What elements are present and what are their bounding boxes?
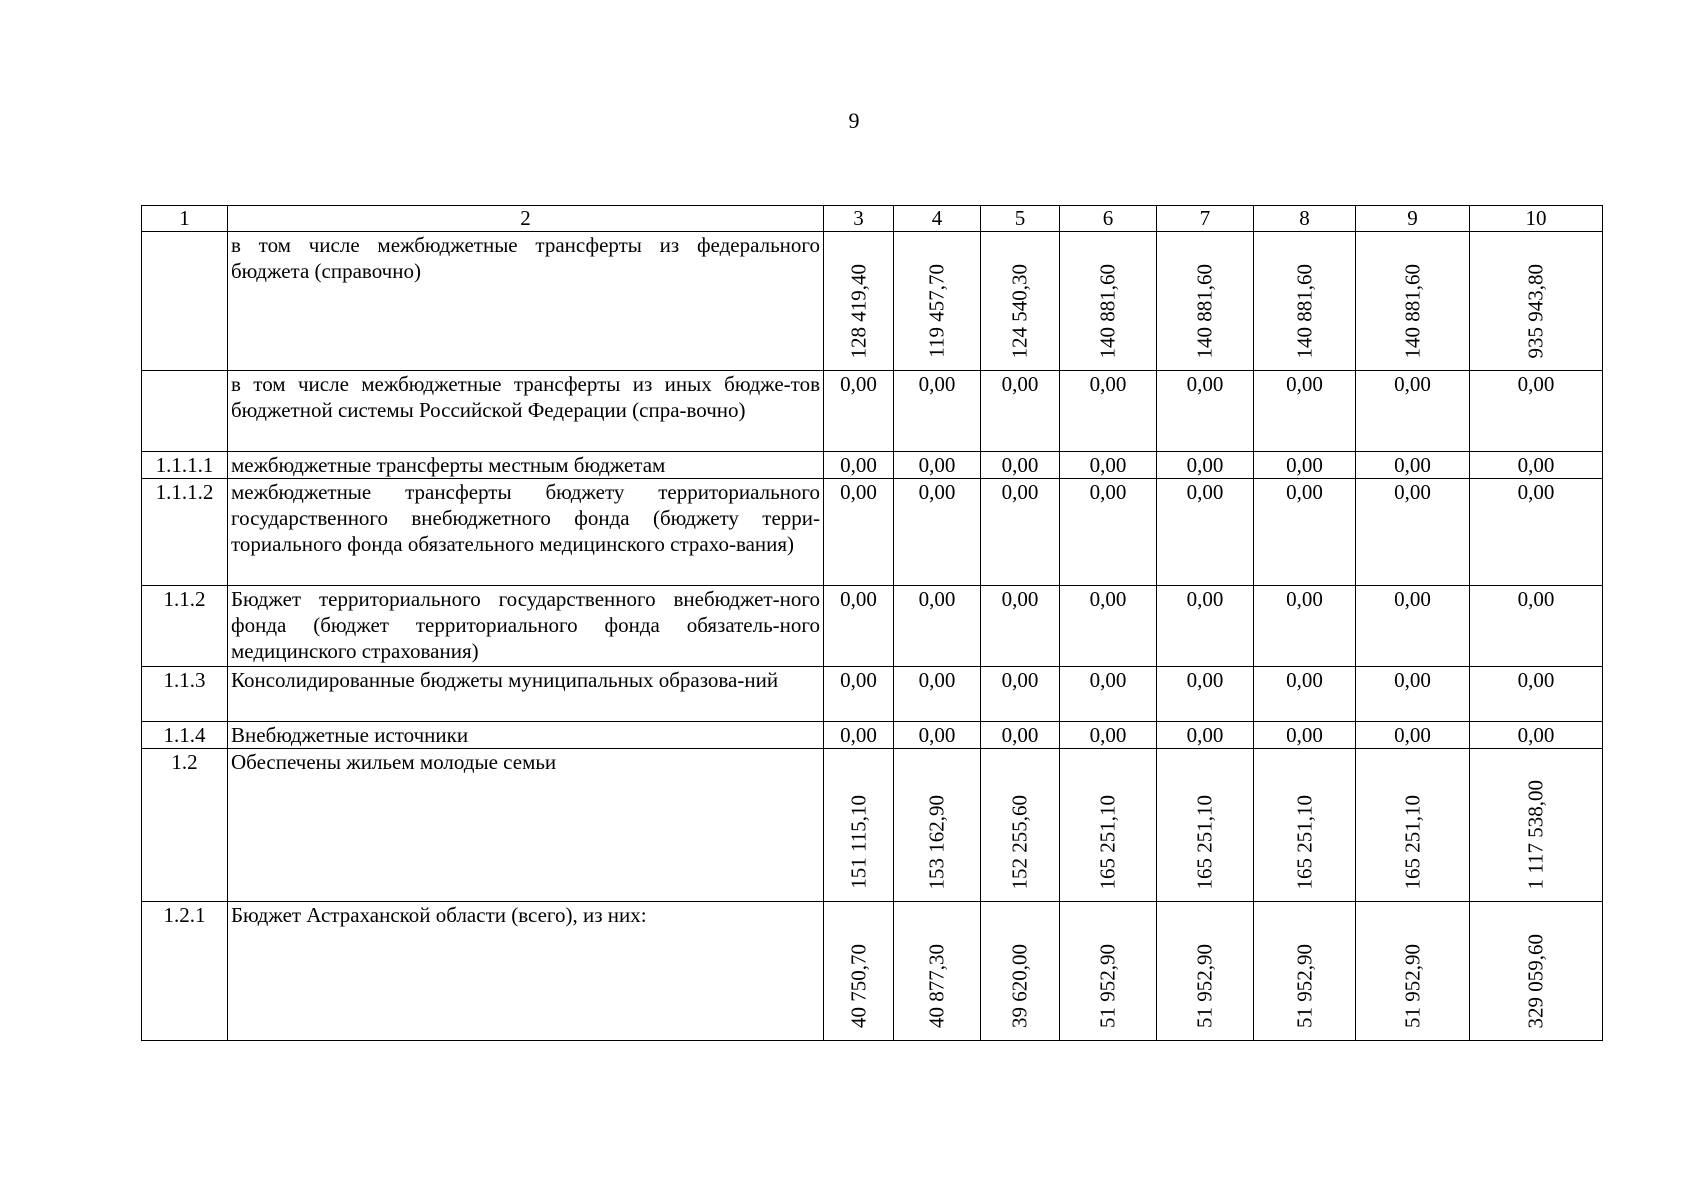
cell-value: 140 881,60 [1400,263,1424,358]
cell-value: 0,00 [1356,667,1470,722]
column-header: 5 [981,206,1060,232]
cell-value: 40 877,30 [924,944,949,1028]
cell-value: 0,00 [1060,586,1157,667]
row-name: Бюджет Астраханской области (всего), из них: [228,902,824,1041]
cell-value: 165 251,10 [1400,794,1424,889]
table-header-row [142,206,1603,232]
value-cell [1254,749,1356,902]
value-cell [894,232,981,371]
cell-value: 0,00 [981,452,1060,479]
cell-value: 0,00 [1470,667,1603,722]
cell-value: 0,00 [1254,667,1356,722]
value-cell [894,902,981,1041]
value-cell [981,232,1060,371]
table-row [142,452,1603,479]
row-name: межбюджетные трансферты местным бюджетам [228,452,824,479]
cell-value: 119 457,70 [924,264,949,358]
table-row [142,232,1603,371]
cell-value: 165 251,10 [1095,794,1120,889]
cell-value: 0,00 [1356,371,1470,452]
cell-value: 0,00 [1356,479,1470,586]
cell-value: 0,00 [824,667,894,722]
cell-value: 0,00 [894,452,981,479]
value-cell [824,902,894,1041]
table-row [142,479,1603,586]
row-name: Обеспечены жильем молодые семьи [228,749,824,902]
value-cell [1356,749,1470,902]
cell-value: 0,00 [1254,371,1356,452]
row-code [142,371,228,452]
row-code: 1.1.4 [142,722,228,749]
cell-value: 0,00 [894,667,981,722]
table-row [142,902,1603,1041]
value-cell [1157,902,1254,1041]
page-number: 9 [848,108,860,133]
row-code: 1.1.1.1 [142,452,228,479]
row-name: Внебюджетные источники [228,722,824,749]
column-header: 9 [1356,206,1470,232]
value-cell [1254,902,1356,1041]
cell-value: 0,00 [894,371,981,452]
value-cell [981,902,1060,1041]
cell-value: 153 162,90 [924,794,949,889]
column-header: 6 [1060,206,1157,232]
value-cell [1060,232,1157,371]
value-cell [1157,749,1254,902]
cell-value: 0,00 [1157,586,1254,667]
cell-value: 51 952,90 [1095,944,1120,1028]
table-row [142,722,1603,749]
cell-value: 51 952,90 [1192,944,1217,1028]
cell-value: 935 943,80 [1523,263,1548,358]
row-code: 1.1.2 [142,586,228,667]
cell-value: 0,00 [894,722,981,749]
cell-value: 0,00 [1060,452,1157,479]
cell-value: 0,00 [1356,452,1470,479]
cell-value: 0,00 [824,452,894,479]
cell-value: 0,00 [1356,722,1470,749]
value-cell [1356,902,1470,1041]
value-cell [1254,232,1356,371]
cell-value: 0,00 [981,586,1060,667]
cell-value: 0,00 [981,479,1060,586]
row-name: Бюджет территориального государственного внебюджет-ного фонда (бюджет территориального фонда обязатель-ного медицинского страхования) [228,586,824,667]
cell-value: 0,00 [1470,586,1603,667]
value-cell [1157,232,1254,371]
row-name: Консолидированные бюджеты муниципальных образова-ний [228,667,824,722]
cell-value: 128 419,40 [846,263,870,358]
column-header: 3 [824,206,894,232]
row-name: межбюджетные трансферты бюджету территориального государственного внебюджетного фонда (бюджету терри-ториального фонда обязательного медицинского страхо-вания) [228,479,824,586]
value-cell [894,749,981,902]
table-row [142,667,1603,722]
cell-value: 0,00 [1157,479,1254,586]
cell-value: 0,00 [894,586,981,667]
cell-value: 124 540,30 [1007,263,1032,358]
column-header: 1 [142,206,228,232]
value-cell [981,749,1060,902]
cell-value: 0,00 [1157,452,1254,479]
cell-value: 0,00 [824,479,894,586]
cell-value: 0,00 [1254,722,1356,749]
value-cell [1470,232,1603,371]
cell-value: 0,00 [981,371,1060,452]
value-cell [1060,902,1157,1041]
cell-value: 0,00 [824,722,894,749]
row-name: в том числе межбюджетные трансферты из иных бюдже-тов бюджетной системы Российской Федерации (спра-вочно) [228,371,824,452]
cell-value: 0,00 [1254,586,1356,667]
cell-value: 0,00 [1157,667,1254,722]
table-row [142,586,1603,667]
cell-value: 0,00 [1254,452,1356,479]
value-cell [824,749,894,902]
cell-value: 51 952,90 [1292,944,1316,1028]
cell-value: 151 115,10 [846,795,870,889]
cell-value: 0,00 [981,667,1060,722]
cell-value: 0,00 [894,479,981,586]
column-header: 7 [1157,206,1254,232]
cell-value: 0,00 [1157,722,1254,749]
value-cell [1060,749,1157,902]
row-code [142,232,228,371]
cell-value: 165 251,10 [1292,794,1316,889]
cell-value: 140 881,60 [1095,263,1120,358]
column-header: 10 [1470,206,1603,232]
cell-value: 1 117 538,00 [1523,779,1548,889]
cell-value: 51 952,90 [1400,944,1424,1028]
row-code: 1.1.3 [142,667,228,722]
cell-value: 40 750,70 [846,944,870,1028]
budget-table [141,205,1603,1041]
cell-value: 0,00 [1470,452,1603,479]
value-cell [1470,749,1603,902]
cell-value: 0,00 [1060,722,1157,749]
column-header: 8 [1254,206,1356,232]
table-row [142,371,1603,452]
cell-value: 140 881,60 [1192,263,1217,358]
cell-value: 0,00 [1470,371,1603,452]
cell-value: 0,00 [1356,586,1470,667]
value-cell [1356,232,1470,371]
cell-value: 39 620,00 [1007,944,1032,1028]
cell-value: 0,00 [1060,371,1157,452]
table-row [142,749,1603,902]
cell-value: 0,00 [824,371,894,452]
cell-value: 0,00 [1470,479,1603,586]
row-name: в том числе межбюджетные трансферты из федерального бюджета (справочно) [228,232,824,371]
row-code: 1.2.1 [142,902,228,1041]
column-header: 2 [228,206,824,232]
cell-value: 0,00 [1060,667,1157,722]
cell-value: 329 059,60 [1523,933,1548,1028]
value-cell [824,232,894,371]
row-code: 1.2 [142,749,228,902]
cell-value: 0,00 [981,722,1060,749]
cell-value: 152 255,60 [1007,794,1032,889]
value-cell [1470,902,1603,1041]
cell-value: 165 251,10 [1192,794,1217,889]
row-code: 1.1.1.2 [142,479,228,586]
cell-value: 0,00 [1470,722,1603,749]
cell-value: 0,00 [1060,479,1157,586]
cell-value: 140 881,60 [1292,263,1316,358]
cell-value: 0,00 [1157,371,1254,452]
cell-value: 0,00 [1254,479,1356,586]
cell-value: 0,00 [824,586,894,667]
column-header: 4 [894,206,981,232]
